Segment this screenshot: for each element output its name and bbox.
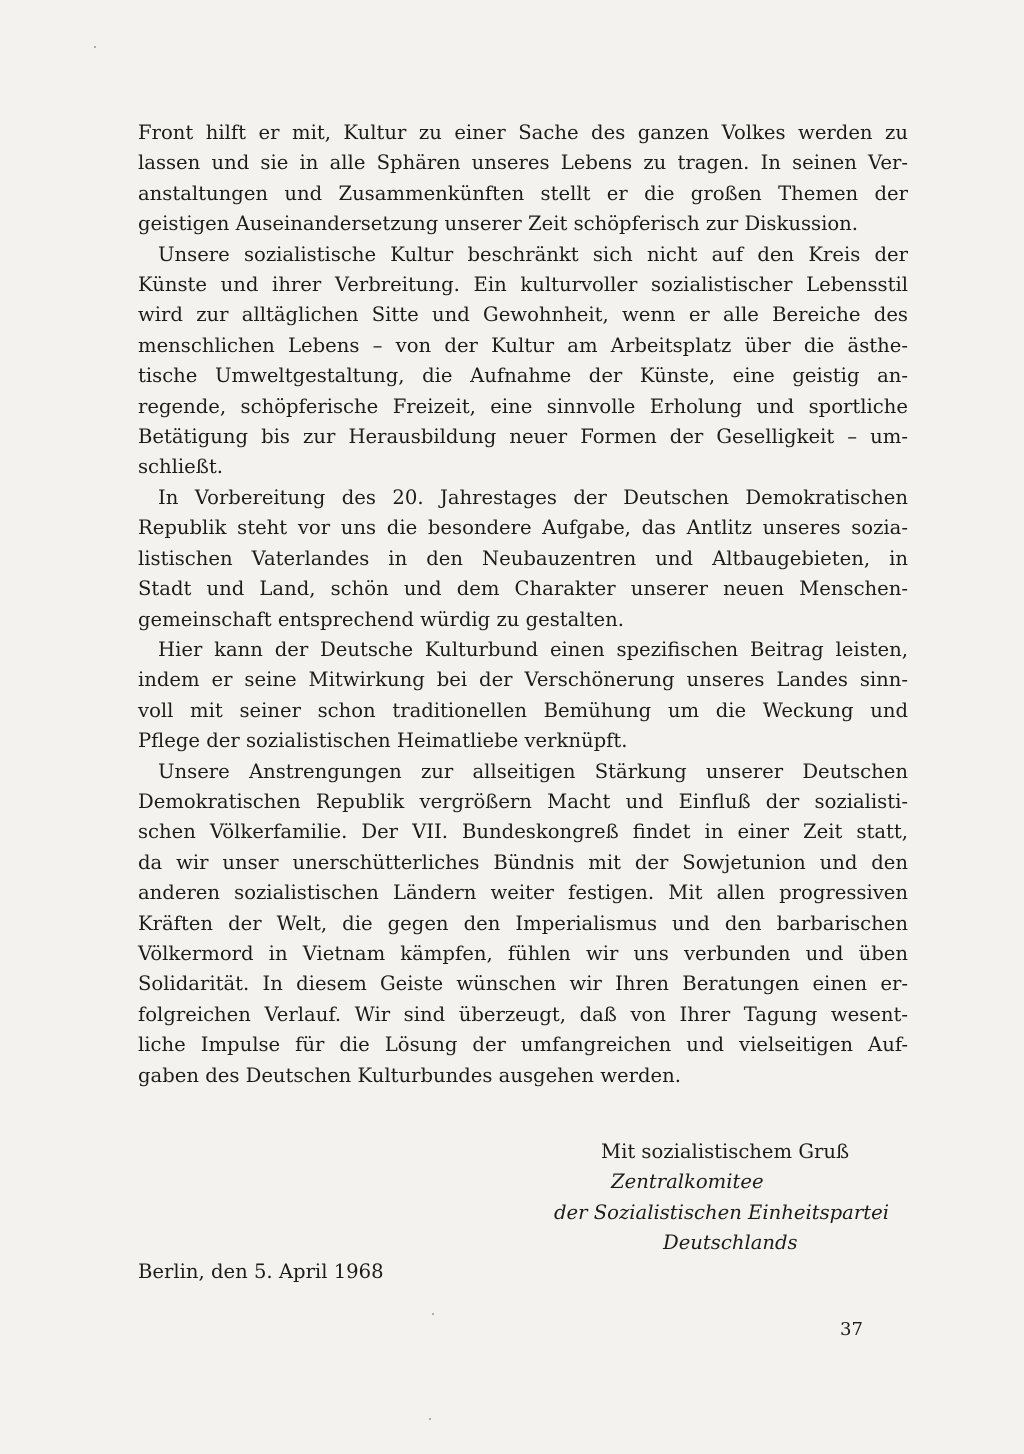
text-line: gemeinschaft entsprechend würdig zu gestalten. bbox=[138, 607, 624, 631]
text-line: Unsere Anstrengungen zur allseitigen Stärkung unserer Deutschen bbox=[158, 759, 908, 783]
text-line: gaben des Deutschen Kulturbundes ausgehen werden. bbox=[138, 1063, 681, 1087]
letter-body bbox=[138, 118, 908, 1091]
text-line: listischen Vaterlandes in den Neubauzentren und Altbaugebieten, in bbox=[138, 546, 908, 570]
signatory-party: der Sozialistischen Einheitspartei bbox=[554, 1200, 889, 1224]
paper-speck bbox=[432, 1313, 434, 1315]
closing-greeting: Mit sozialistischem Gruß bbox=[601, 1140, 850, 1163]
text-line: schließt. bbox=[138, 455, 223, 479]
text-line: anderen sozialistischen Ländern weiter festigen. Mit allen progressiven bbox=[138, 881, 908, 905]
place-and-date: Berlin, den 5. April 1968 bbox=[138, 1260, 384, 1283]
text-line: voll mit seiner schon traditionellen Bemühung um die Weckung und bbox=[138, 698, 908, 722]
text-line: Unsere sozialistische Kultur beschränkt sich nicht auf den Kreis der bbox=[158, 242, 908, 266]
paragraph-2 bbox=[138, 240, 908, 483]
text-line: tische Umweltgestaltung, die Aufnahme der Künste, eine geistig an- bbox=[138, 364, 908, 388]
text-line: indem er seine Mitwirkung bei der Verschönerung unseres Landes sinn- bbox=[138, 668, 908, 692]
text-line: Betätigung bis zur Herausbildung neuer Formen der Geselligkeit – um- bbox=[138, 425, 908, 449]
text-line: Völkermord in Vietnam kämpfen, fühlen wir uns verbunden und üben bbox=[138, 941, 908, 965]
text-line: lassen und sie in alle Sphären unseres Lebens zu tragen. In seinen Ver- bbox=[138, 151, 908, 175]
text-line: liche Impulse für die Lösung der umfangreichen und vielseitigen Auf- bbox=[138, 1033, 908, 1057]
text-line: Kräften der Welt, die gegen den Imperialismus und den barbarischen bbox=[138, 911, 908, 935]
text-line: folgreichen Verlauf. Wir sind überzeugt, daß von Ihrer Tagung wesent- bbox=[138, 1002, 908, 1026]
text-line: In Vorbereitung des 20. Jahrestages der Deutschen Demokratischen bbox=[158, 485, 908, 509]
paragraph-5 bbox=[138, 757, 908, 1091]
text-line: Front hilft er mit, Kultur zu einer Sache des ganzen Volkes werden zu bbox=[138, 121, 908, 144]
text-line: wird zur alltäglichen Sitte und Gewohnheit, wenn er alle Bereiche des bbox=[138, 303, 908, 327]
text-line: Pflege der sozialistischen Heimatliebe verknüpft. bbox=[138, 729, 628, 753]
text-line: Republik steht vor uns die besondere Aufgabe, das Antlitz unseres sozia- bbox=[138, 516, 908, 540]
paragraph-1 bbox=[138, 118, 908, 240]
text-line: geistigen Auseinandersetzung unserer Zeit schöpferisch zur Diskussion. bbox=[138, 212, 859, 236]
text-line: Stadt und Land, schön und dem Charakter unserer neuen Menschen- bbox=[138, 577, 908, 601]
text-line: schen Völkerfamilie. Der VII. Bundeskongreß findet in einer Zeit statt, bbox=[138, 820, 908, 844]
paragraph-4 bbox=[138, 635, 908, 757]
paper-speck bbox=[94, 46, 96, 48]
signatory-committee: Zentralkomitee bbox=[611, 1170, 764, 1194]
text-line: anstaltungen und Zusammenkünften stellt er die großen Themen der bbox=[138, 181, 908, 205]
signatory-country: Deutschlands bbox=[663, 1231, 798, 1255]
text-line: Künste und ihrer Verbreitung. Ein kulturvoller sozialistischer Lebensstil bbox=[138, 273, 908, 297]
signature-block bbox=[540, 1137, 920, 1259]
text-line: regende, schöpferische Freizeit, eine sinnvolle Erholung und sportliche bbox=[138, 394, 908, 418]
paragraph-3 bbox=[138, 483, 908, 635]
paper-speck bbox=[429, 1418, 431, 1420]
page-number: 37 bbox=[840, 1319, 863, 1340]
text-line: da wir unser unerschütterliches Bündnis mit der Sowjetunion und den bbox=[138, 850, 908, 874]
text-line: Hier kann der Deutsche Kulturbund einen spezifischen Beitrag leisten, bbox=[158, 637, 908, 661]
text-line: Solidarität. In diesem Geiste wünschen wir Ihren Beratungen einen er- bbox=[138, 972, 908, 996]
text-line: menschlichen Lebens – von der Kultur am Arbeitsplatz über die ästhe- bbox=[138, 333, 908, 357]
text-line: Demokratischen Republik vergrößern Macht und Einfluß der sozialisti- bbox=[138, 789, 908, 813]
